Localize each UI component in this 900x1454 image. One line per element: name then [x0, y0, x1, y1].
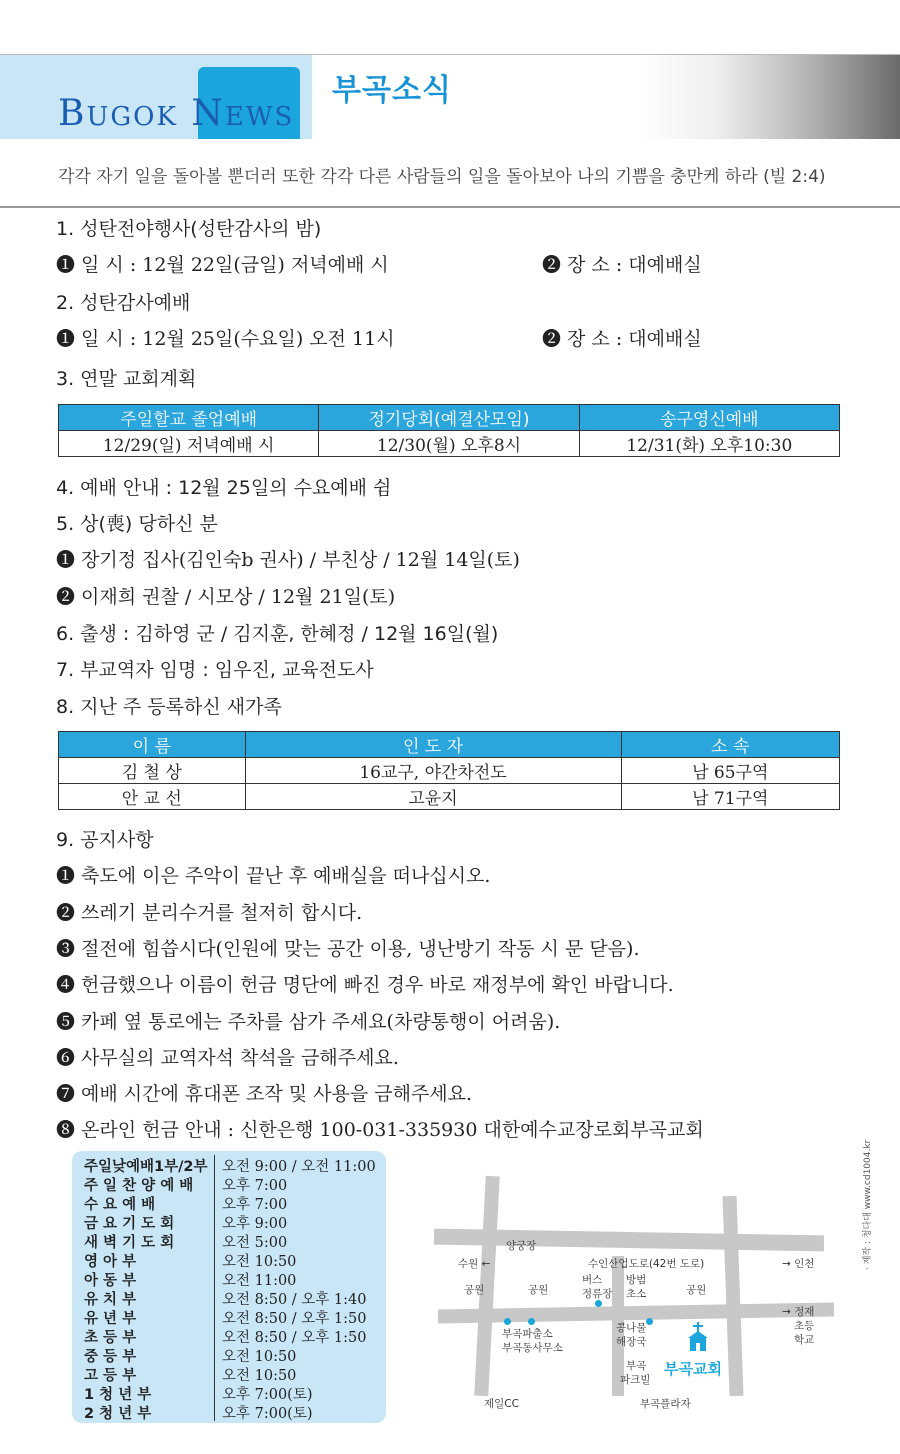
table-row [59, 784, 840, 810]
schedule-time: 오후 7:00(토) [222, 1387, 313, 1403]
bus-stop-dot [595, 1300, 602, 1307]
schedule-label: 새 벽 기 도 회 [84, 1235, 175, 1251]
notice-1: ❶ 축도에 이은 주악이 끝난 후 예배실을 떠나십시오. [56, 865, 491, 887]
schedule-label: 초 등 부 [84, 1330, 137, 1346]
office-dot [528, 1318, 535, 1325]
map-label: 수원 ← [458, 1258, 491, 1270]
schedule-divider [214, 1307, 215, 1326]
schedule-label: 유 치 부 [84, 1292, 137, 1308]
schedule-divider [214, 1174, 215, 1193]
section-4: 4. 예배 안내 : 12월 25일의 수요예배 쉼 [56, 477, 392, 499]
schedule-divider [214, 1345, 215, 1364]
schedule-label: 영 아 부 [84, 1254, 137, 1270]
map-label: 부곡파출소 [502, 1328, 553, 1340]
family-header: 소 속 [621, 732, 839, 758]
map-label: 학교 [794, 1334, 815, 1346]
map-label: 부곡플라자 [640, 1398, 691, 1410]
notice-7: ❼ 예배 시간에 휴대폰 조작 및 사용을 금해주세요. [56, 1083, 473, 1105]
map-label: → 인천 [782, 1258, 815, 1270]
schedule-divider [214, 1269, 215, 1288]
notice-8: ❽ 온라인 헌금 안내 : 신한은행 100-031-335930 대한예수교장로회부곡교회 [56, 1119, 704, 1141]
section-1-time: ❶ 일 시 : 12월 22일(금일) 저녁예배 시 [56, 254, 389, 276]
schedule-label: 금 요 기 도 회 [84, 1216, 175, 1232]
section-2-time: ❶ 일 시 : 12월 25일(수요일) 오전 11시 [56, 328, 395, 350]
map-label: 정류장 [582, 1288, 613, 1300]
family-name: 안 교 선 [59, 784, 246, 810]
family-group: 남 65구역 [621, 758, 839, 784]
map-label: 공원 [464, 1284, 485, 1296]
brand-ugok: UGOK [86, 102, 178, 132]
schedule-label: 고 등 부 [84, 1368, 137, 1384]
restaurant-dot [646, 1318, 653, 1325]
schedule-time: 오전 8:50 / 오후 1:40 [222, 1292, 367, 1308]
new-family-table [58, 731, 840, 810]
notice-2: ❷ 쓰레기 분리수거를 철저히 합시다. [56, 902, 363, 924]
notice-4: ❹ 헌금했으나 이름이 헌금 명단에 빠진 경우 바로 재정부에 확인 바랍니다. [56, 974, 674, 996]
schedule-label: 중 등 부 [84, 1349, 137, 1365]
schedule-divider [214, 1364, 215, 1383]
section-5-item-1: ❶ 장기정 집사(김인숙b 권사) / 부친상 / 12월 14일(토) [56, 549, 520, 571]
map-label: 양궁장 [506, 1240, 537, 1252]
police-dot [504, 1318, 511, 1325]
schedule-divider [214, 1231, 215, 1250]
plan-cell: 12/29(일) 저녁예배 시 [59, 431, 319, 457]
map-label: 수인산업도로(42번 도로) [588, 1258, 705, 1270]
schedule-time: 오후 7:00 [222, 1178, 288, 1194]
map-label: 부곡동사무소 [502, 1342, 563, 1354]
notice-6: ❻ 사무실의 교역자석 착석을 금해주세요. [56, 1047, 399, 1069]
brand-b: B [58, 93, 87, 134]
map-label: 공원 [528, 1284, 549, 1296]
schedule-divider [214, 1193, 215, 1212]
schedule-label: 주 일 찬 양 예 배 [84, 1178, 194, 1194]
bible-verse: 각각 자기 일을 돌아볼 뿐더러 또한 각각 다른 사람들의 일을 돌아보아 나의 기쁨을 충만케 하라 (빌 2:4) [58, 167, 826, 187]
map-label: 콩나물 [616, 1322, 647, 1334]
section-6: 6. 출생 : 김하영 군 / 김지훈, 한혜정 / 12월 16일(월) [56, 623, 499, 645]
section-8-title: 8. 지난 주 등록하신 새가족 [56, 696, 282, 718]
brand-n: N [191, 93, 225, 134]
map-label: 초등 [794, 1320, 815, 1332]
map-label: 방범 [626, 1274, 647, 1286]
schedule-label: 유 년 부 [84, 1311, 137, 1327]
schedule-time: 오전 10:50 [222, 1349, 297, 1365]
schedule-label: 2 청 년 부 [84, 1406, 152, 1422]
plan-header: 주일할교 졸업예배 [59, 405, 319, 431]
section-5-item-2: ❷ 이재희 권찰 / 시모상 / 12월 21일(토) [56, 586, 396, 608]
brand-logo [58, 93, 294, 134]
brand-ews: EWS [224, 102, 295, 132]
map-label: 버스 [582, 1274, 603, 1286]
notice-3: ❸ 절전에 힘씁시다(인원에 맞는 공간 이용, 냉난방기 작동 시 문 닫음). [56, 938, 640, 960]
schedule-divider [214, 1155, 215, 1174]
section-1-title: 1. 성탄전야행사(성탄감사의 밤) [56, 218, 322, 240]
section-divider [0, 206, 900, 208]
schedule-label: 아 동 부 [84, 1273, 137, 1289]
family-guide: 고윤지 [245, 784, 621, 810]
section-1-place: ❷ 장 소 : 대예배실 [542, 254, 702, 276]
header-photo [640, 55, 900, 139]
map-label: 부곡 [626, 1360, 647, 1372]
section-9-title: 9. 공지사항 [56, 829, 154, 851]
map-label: 공원 [686, 1284, 707, 1296]
location-map [420, 1176, 860, 1426]
plan-table [58, 404, 840, 457]
plan-header: 송구영신예배 [579, 405, 839, 431]
family-header: 인 도 자 [245, 732, 621, 758]
header-banner [0, 55, 900, 139]
schedule-divider [214, 1212, 215, 1231]
schedule-time: 오후 9:00 [222, 1216, 288, 1232]
schedule-time: 오전 8:50 / 오후 1:50 [222, 1311, 367, 1327]
schedule-divider [214, 1288, 215, 1307]
map-label: 파크빌 [620, 1374, 651, 1386]
schedule-time: 오전 5:00 [222, 1235, 288, 1251]
schedule-label: 주일낮예배1부/2부 [84, 1159, 208, 1175]
family-header: 이 름 [59, 732, 246, 758]
family-guide: 16교구, 야간차전도 [245, 758, 621, 784]
church-icon [686, 1322, 710, 1352]
map-label: → 정재 [782, 1306, 815, 1318]
schedule-time: 오전 11:00 [222, 1273, 297, 1289]
church-label: 부곡교회 [664, 1360, 722, 1378]
section-5-title: 5. 상(喪) 당하신 분 [56, 513, 218, 535]
schedule-time: 오전 8:50 / 오후 1:50 [222, 1330, 367, 1346]
page-title: 부곡소식 [332, 73, 452, 108]
map-label: 제일CC [484, 1398, 519, 1410]
schedule-divider [214, 1402, 215, 1421]
section-2-title: 2. 성탄감사예배 [56, 292, 191, 314]
schedule-time: 오후 7:00 [222, 1197, 288, 1213]
schedule-time: 오전 9:00 / 오전 11:00 [222, 1159, 376, 1175]
credit-text: · 제작 : 청다대 www.cd1004.kr [863, 1139, 873, 1270]
schedule-divider [214, 1326, 215, 1345]
map-road-right [723, 1196, 744, 1396]
map-label: 해장국 [616, 1336, 647, 1348]
section-2-place: ❷ 장 소 : 대예배실 [542, 328, 702, 350]
schedule-time: 오후 7:00(토) [222, 1406, 313, 1422]
schedule-time: 오전 10:50 [222, 1368, 297, 1384]
table-row [59, 758, 840, 784]
notice-5: ❺ 카페 옆 통로에는 주차를 삼가 주세요(차량통행이 어려움). [56, 1011, 561, 1033]
schedule-time: 오전 10:50 [222, 1254, 297, 1270]
plan-cell: 12/30(월) 오후8시 [319, 431, 579, 457]
schedule-label: 수 요 예 배 [84, 1197, 156, 1213]
plan-header: 정기당회(예결산모임) [319, 405, 579, 431]
section-3-title: 3. 연말 교회계획 [56, 368, 197, 390]
schedule-divider [214, 1250, 215, 1269]
section-7: 7. 부교역자 임명 : 임우진, 교육전도사 [56, 659, 374, 681]
schedule-divider [214, 1383, 215, 1402]
map-label: 초소 [626, 1288, 647, 1300]
worship-schedule [72, 1151, 386, 1423]
family-name: 김 철 상 [59, 758, 246, 784]
plan-cell: 12/31(화) 오후10:30 [579, 431, 839, 457]
schedule-label: 1 청 년 부 [84, 1387, 152, 1403]
family-group: 남 71구역 [621, 784, 839, 810]
